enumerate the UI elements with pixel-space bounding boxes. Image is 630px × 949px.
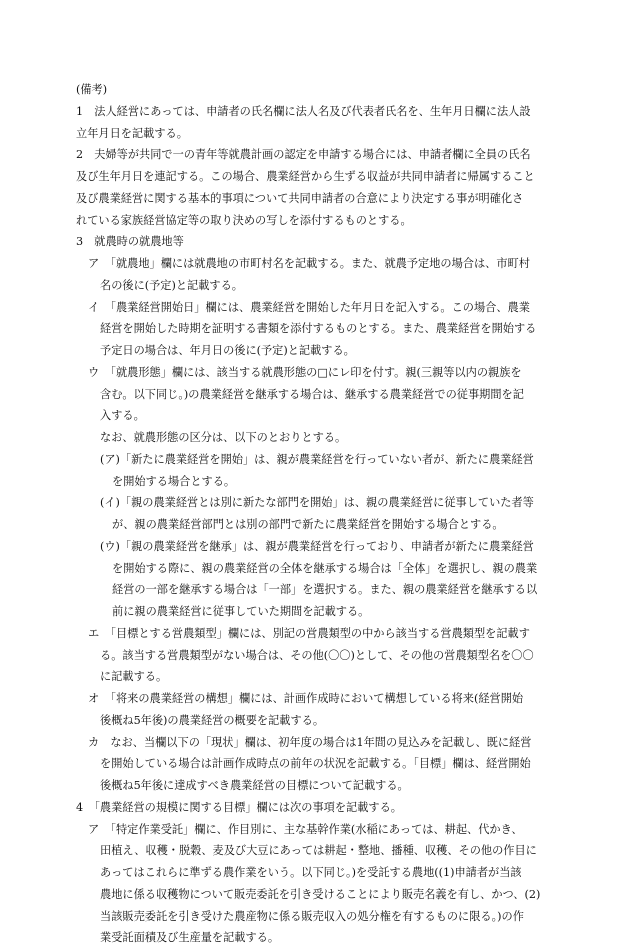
text-line: 前に親の農業経営に従事していた期間を記載する。	[112, 605, 370, 618]
text-line: 含む。以下同じ。)の農業経営を継承する場合は、継承する農業経営での従事期間を記	[100, 387, 524, 401]
text-line: に記載する。	[100, 670, 168, 684]
text-line: 業受託面積及び生産量を記載する。	[100, 931, 280, 945]
text-line: (備考)	[76, 83, 108, 96]
text-line: 後概ね5年後)の農業経営の概要を記載する。	[100, 713, 325, 727]
text-line: 立年月日を記載する。	[76, 126, 188, 140]
text-line: (イ)「親の農業経営とは別に新たな部門を開始」は、親の農業経営に従事していた者等	[100, 496, 534, 510]
text-line: ア 「特定作業受託」欄に、作目別に、主な基幹作業(水稲にあっては、耕起、代かき、	[88, 822, 523, 836]
text-line: ウ 「就農形態」欄には、該当する就農形態の□にレ印を付す。親(三親等以内の親族を	[88, 365, 522, 379]
text-line: を開始する際に、親の農業経営の全体を継承する場合は「全体」を選択し、親の農業	[112, 561, 538, 575]
text-line: (ウ)「親の農業経営を継承」は、親が農業経営を行っており、申請者が新たに農業経営	[100, 539, 534, 553]
text-line: 及び生年月日を連記する。この場合、農業経営から生ずる収益が共同申請者に帰属すること	[76, 170, 535, 183]
text-line: 当該販売委託を引き受けた農産物に係る販売収入の処分権を有するものに限る。)の作	[100, 909, 524, 923]
text-line: 3 就農時の就農地等	[76, 235, 184, 249]
text-line: 予定日の場合は、年月日の後に(予定)と記載する。	[100, 344, 355, 357]
text-line: 2 夫婦等が共同で一の青年等就農計画の認定を申請する場合には、申請者欄に全員の氏名	[76, 148, 531, 162]
text-line: 農地に係る収穫物について販売委託を引き受けることにより販売名義を有し、かつ、(2)	[100, 887, 541, 901]
text-line: なお、就農形態の区分は、以下のとおりとする。	[100, 431, 347, 444]
text-line: オ 「将来の農業経営の構想」欄には、計画作成時において構想している将来(経営開始	[88, 692, 524, 705]
text-line: 経営を開始した時期を証明する書類を添付するものとする。また、農業経営を開始する	[100, 322, 537, 336]
text-line: れている家族経営協定等の取り決めの写しを添付するものとする。	[76, 213, 412, 227]
text-line: 入する。	[100, 409, 145, 423]
text-line: ア 「就農地」欄には就農地の市町村名を記載する。また、就農予定地の場合は、市町村	[88, 257, 530, 270]
text-line: 名の後に(予定)と記載する。	[100, 278, 243, 292]
text-line: 経営の一部を継承する場合は「一部」を選択する。また、親の農業経営を継承する以	[112, 583, 538, 597]
text-line: を開始している場合は計画作成時点の前年の状況を記載する。「目標」欄は、経営開始	[100, 757, 531, 771]
text-line: イ 「農業経営開始日」欄には、農業経営を開始した年月日を記入する。この場合、農業	[88, 300, 530, 314]
text-line: が、親の農業経営部門とは別の部門で新たに農業経営を開始する場合とする。	[112, 518, 504, 531]
text-line: (ア)「新たに農業経営を開始」は、親が農業経営を行っていない者が、新たに農業経営	[100, 452, 534, 466]
text-line: あってはこれらに準ずる農作業をいう。以下同じ。)を受託する農地((1)申請者が当該	[100, 866, 522, 879]
text-line: 1 法人経営にあっては、申請者の氏名欄に法人名及び代表者氏名を、生年月日欄に法人設	[76, 104, 531, 118]
text-line: 後概ね5年後に達成すべき農業経営の目標について記載する。	[100, 779, 409, 792]
text-line: る。該当する営農類型がない場合は、その他(〇〇)として、その他の営農類型名を〇〇	[100, 648, 534, 662]
text-line: 及び農業経営に関する基本的事項について共同申請者の合意により決定する事が明確化さ	[76, 191, 524, 205]
text-line: 田植え、収穫・脱穀、麦及び大豆にあっては耕起・整地、播種、収穫、その他の作目に	[100, 844, 537, 858]
text-line: 4 「農業経営の規模に関する目標」欄には次の事項を記載する。	[76, 800, 402, 814]
text-line: エ 「目標とする営農類型」欄には、別記の営農類型の中から該当する営農類型を記載す	[88, 626, 530, 640]
text-line: を開始する場合とする。	[112, 474, 236, 488]
document-body	[76, 79, 566, 949]
text-line: カ なお、当欄以下の「現状」欄は、初年度の場合は1年間の見込みを記載し、既に経営	[88, 735, 532, 749]
